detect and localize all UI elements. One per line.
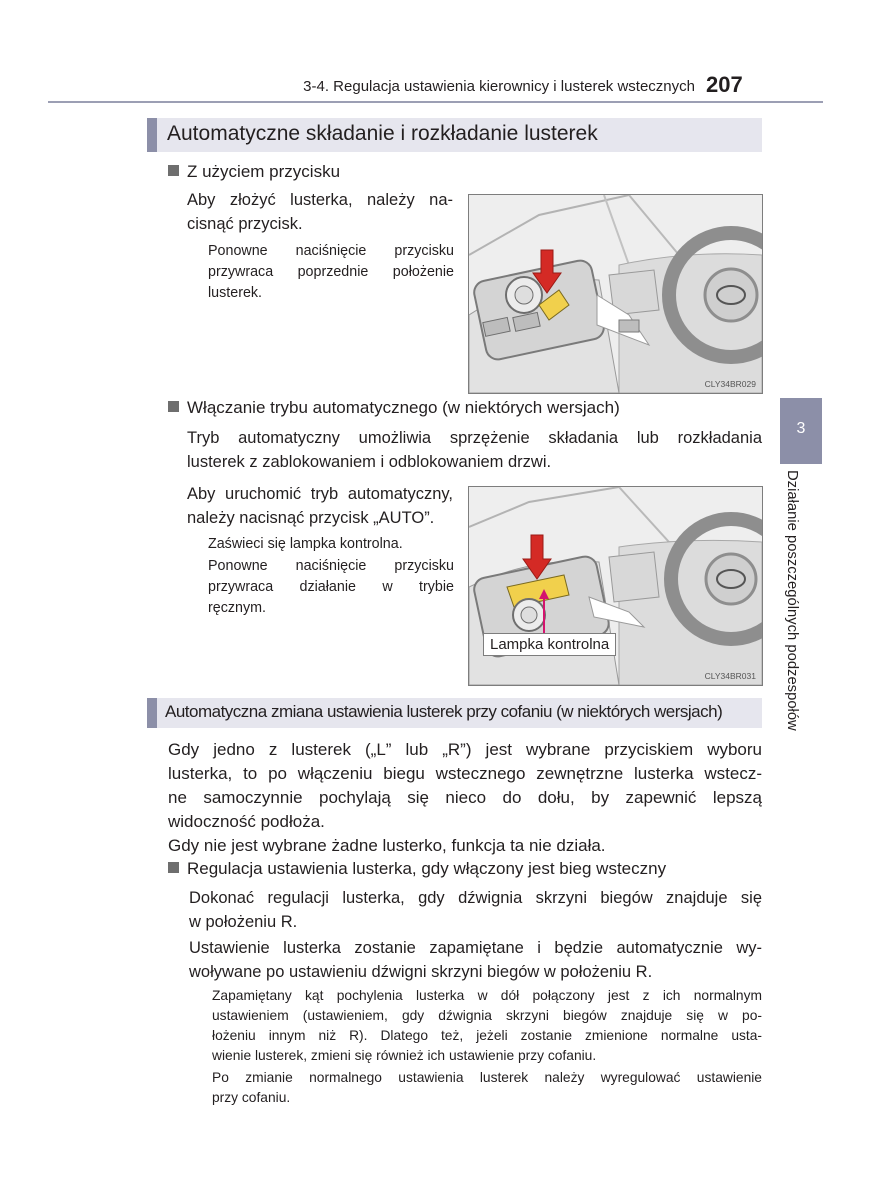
square-bullet-icon xyxy=(168,401,179,412)
square-bullet-icon xyxy=(168,165,179,176)
section-heading-reverse xyxy=(147,698,762,728)
chapter-tab-number: 3 xyxy=(796,420,806,437)
chapter-side-label-text: Działanie poszczególnych podzespołów xyxy=(784,470,800,731)
chapter-side-label xyxy=(784,470,812,780)
paragraph-line: woływane po ustawieniu dźwigni skrzyni biegów w położeniu R. xyxy=(189,963,653,981)
instruction-line: należy nacisnąć przycisk „AUTO”. xyxy=(187,509,435,527)
note-line: wienie lusterek, zmieni się również ich ustawienie przy cofaniu. xyxy=(212,1048,597,1063)
paragraph-line: Gdy jedno z lusterek („L” lub „R”) jest wybrane przyciskiem wyboru xyxy=(168,740,762,759)
chapter-title: 3-4. Regulacja ustawienia kierownicy i lusterek wstecznych xyxy=(303,78,695,95)
paragraph-line: lusterka, to po włączeniu biegu wstecznego zewnętrzne lusterka wstecz- xyxy=(168,764,762,783)
paragraph-line: ne samoczynnie pochylają się nieco do dołu, by zapewnić lepszą xyxy=(168,788,762,807)
callout-indicator-lamp: Lampka kontrolna xyxy=(483,633,616,656)
instruction-line: cisnąć przycisk. xyxy=(187,215,303,233)
subheading-button xyxy=(168,162,340,182)
page-number: 207 xyxy=(706,72,743,97)
subheading-reverse-adjust xyxy=(168,859,666,879)
note-line: przywraca działanie w trybie xyxy=(208,579,454,595)
header-rule xyxy=(48,101,823,103)
note-line: łożeniu innym niż R). Dlatego też, jeżeli zostanie zmienione normalne usta- xyxy=(212,1028,762,1043)
section-heading-reverse-text: Automatyczna zmiana ustawienia lusterek przy cofaniu (w niektórych wersjach) xyxy=(165,702,723,721)
paragraph-line: Ustawienie lusterka zostanie zapamiętane i będzie automatycznie wy- xyxy=(189,939,762,957)
note-line: lusterek. xyxy=(208,285,263,301)
subheading-reverse-adjust-text: Regulacja ustawienia lusterka, gdy włączony jest bieg wsteczny xyxy=(187,859,667,878)
note-line: Po zmianie normalnego ustawienia lusterek należy wyregulować ustawienie xyxy=(212,1070,762,1085)
subheading-button-text: Z użyciem przycisku xyxy=(187,162,341,181)
figure-code: CLY34BR029 xyxy=(704,379,756,389)
paragraph-line: w położeniu R. xyxy=(189,913,298,931)
paragraph-line: Dokonać regulacji lusterka, gdy dźwignia skrzyni biegów znajduje się xyxy=(189,889,762,907)
note-line: przywraca poprzednie położenie xyxy=(208,264,454,280)
paragraph-line: Gdy nie jest wybrane żadne lusterko, funkcja ta nie działa. xyxy=(168,836,606,855)
paragraph-line: widoczność podłoża. xyxy=(168,812,325,831)
chapter-tab xyxy=(780,398,822,464)
subheading-auto-mode-text: Włączanie trybu automatycznego (w niektórych wersjach) xyxy=(187,398,620,417)
paragraph-line: lusterek z zablokowaniem i odblokowaniem drzwi. xyxy=(187,453,552,471)
figure-fold-button xyxy=(468,194,763,394)
section-heading-folding xyxy=(147,118,762,152)
figure-code: CLY34BR031 xyxy=(704,671,756,681)
instruction-line: Aby złożyć lusterka, należy na- xyxy=(187,191,453,209)
note-line: Zapamiętany kąt pochylenia lusterka w dół połączony jest z ich normalnym xyxy=(212,988,762,1003)
subheading-auto-mode xyxy=(168,398,620,418)
section-heading-folding-text: Automatyczne składanie i rozkładanie lusterek xyxy=(167,122,598,145)
note-line: Zaświeci się lampka kontrolna. xyxy=(208,536,403,552)
illustration-door-panel xyxy=(469,195,762,393)
note-line: ręcznym. xyxy=(208,600,266,616)
note-line: przy cofaniu. xyxy=(212,1090,291,1105)
note-line: ustawieniem (ustawieniem, gdy dźwignia skrzyni biegów znajduje się w po- xyxy=(212,1008,762,1023)
paragraph-line: Tryb automatyczny umożliwia sprzężenie składania lub rozkładania xyxy=(187,429,762,447)
note-line: Ponowne naciśnięcie przycisku xyxy=(208,243,454,259)
instruction-line: Aby uruchomić tryb automatyczny, xyxy=(187,485,453,503)
figure-auto-button xyxy=(468,486,763,686)
note-line: Ponowne naciśnięcie przycisku xyxy=(208,558,454,574)
square-bullet-icon xyxy=(168,862,179,873)
